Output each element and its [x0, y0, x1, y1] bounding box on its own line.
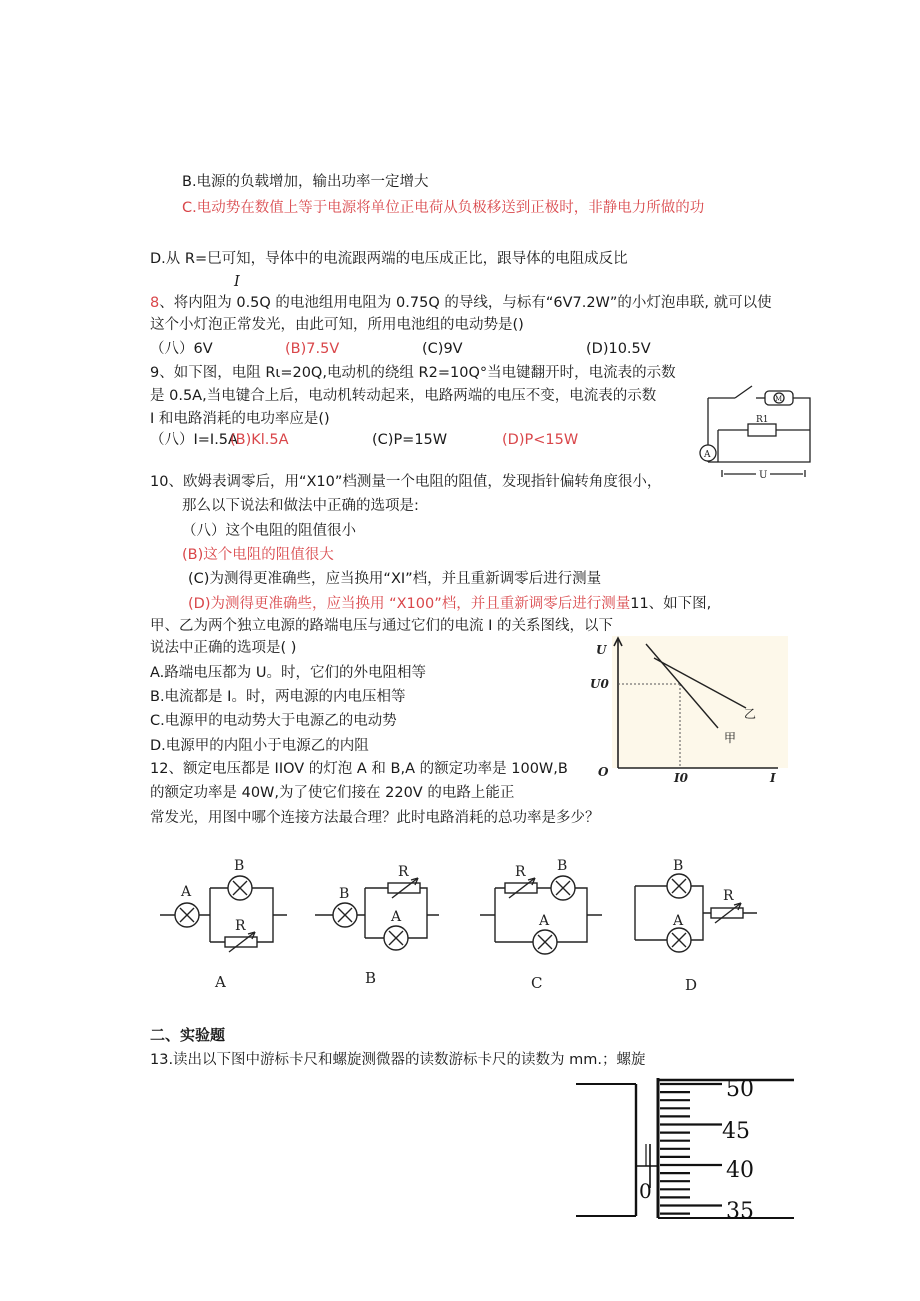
q9-stem-line3: I 和电路消耗的电功率应是()	[150, 411, 330, 427]
q7-option-b: B.电源的负载增加，输出功率一定增大	[182, 174, 429, 190]
q7-option-d: D.从 R=巳可知，导体中的电流跟两端的电压成正比，跟导体的电阻成反比	[150, 251, 628, 267]
circuit-d-lamp-a	[667, 928, 691, 952]
circuit-b-lamp-b	[333, 903, 357, 927]
tick-label-40: 40	[726, 1158, 754, 1183]
q11-head: 11、如下图,	[630, 596, 712, 612]
q8-stem-line2: 这个小灯泡正常发光，由此可知，所用电池组的电动势是()	[150, 317, 524, 333]
q9-option-d: (D)P<15W	[502, 432, 579, 448]
q11-graph-figure	[588, 636, 788, 786]
circuit-b-caption: B	[365, 969, 377, 987]
q8-option-d: (D)10.5V	[586, 341, 651, 357]
q8-stem-line1	[150, 293, 772, 313]
q8-option-a: （八）6V	[150, 341, 213, 357]
circuit-c-lamp-a-label: A	[539, 913, 550, 929]
q12-stem-line1: 12、额定电压都是 IIOV 的灯泡 A 和 B,A 的额定功率是 100W,B	[150, 761, 568, 777]
q7-option-c: C.电动势在数值上等于电源将单位正电荷从负极移送到正极时，非静电力所做的功	[182, 200, 705, 216]
circuit-b-resistor-label: R	[398, 864, 409, 880]
q10-option-c: (C)为测得更准确些，应当换用“XI”档，并且重新调零后进行测量	[188, 571, 602, 587]
tick-label-45: 45	[722, 1119, 750, 1144]
i0-label: I0	[674, 771, 688, 785]
q12-stem-line2: 的额定功率是 40W,为了使它们接在 220V 的电路上能正	[150, 785, 515, 801]
circuit-d-resistor-label: R	[723, 888, 734, 904]
circuit-a-lamp-b	[228, 876, 252, 900]
circuit-d-lamp-b-label: B	[673, 858, 684, 874]
circuit-d-lamp-a-label: A	[673, 913, 684, 929]
q12-stem-line3: 常发光，用图中哪个连接方法最合理？此时电路消耗的总功率是多少？	[150, 810, 600, 826]
q9-option-b: (B)Kl.5A	[230, 432, 289, 448]
q9-stem-line1: 9、如下图，电阻 Rι=20Q,电动机的绕组 R2=10Q°当电键翻开时，电流表的示数	[150, 365, 676, 381]
q11-option-c: C.电源甲的电动势大于电源乙的电动势	[150, 713, 397, 729]
q10-option-b: (B)这个电阻的阻值很大	[182, 547, 334, 563]
micrometer-figure	[576, 1070, 796, 1224]
circuit-c-resistor-label: R	[515, 864, 526, 880]
circuit-b-rheostat	[388, 878, 420, 898]
q10-stem-line2: 那么以下说法和做法中正确的选项是:	[182, 498, 419, 514]
q8-number: 8	[150, 295, 160, 311]
jia-label: 甲	[724, 731, 737, 745]
circuit-a-resistor-label: R	[235, 918, 246, 934]
q9-resistor-label: R1	[756, 415, 769, 425]
circuit-c-rheostat	[505, 878, 537, 898]
q13-stem: 13.读出以下图中游标卡尺和螺旋测微器的读数游标卡尺的读数为 mm.；螺旋	[150, 1052, 646, 1068]
circuit-c-caption: C	[531, 974, 543, 992]
circuit-c-lamp-b-label: B	[557, 858, 568, 874]
yi-label: 乙	[744, 707, 757, 721]
tick-label-50: 50	[726, 1077, 754, 1102]
x-axis-label: I	[770, 771, 776, 785]
circuit-d-lamp-b	[667, 874, 691, 898]
circuit-d-caption: D	[685, 976, 698, 994]
u0-label: U0	[590, 677, 609, 691]
q8-option-c: (C)9V	[422, 341, 463, 357]
q9-voltage-label: U	[759, 470, 768, 481]
q10-option-a: （八）这个电阻的阻值很小	[182, 523, 356, 539]
q10-stem-line1: 10、欧姆表调零后，用“X10”档测量一个电阻的阻值，发现指针偏转角度很小，	[150, 474, 662, 490]
q9-ammeter-label: A	[704, 450, 711, 460]
circuit-a-lamp-b-label: B	[234, 858, 245, 874]
q8-option-b: (B)7.5V	[285, 341, 340, 357]
circuit-c-lamp-b	[551, 876, 575, 900]
q11-stem-line2: 说法中正确的选项是( )	[150, 640, 297, 656]
q7-formula-denominator: I	[234, 274, 240, 290]
circuit-d-rheostat	[711, 903, 743, 923]
q11-stem-line1: 甲、乙为两个独立电源的路端电压与通过它们的电流 I 的关系图线，以下	[150, 618, 613, 634]
q9-circuit-figure	[690, 374, 830, 486]
circuit-a-rheostat	[225, 932, 257, 952]
section-experiment-title: 二、实验题	[150, 1026, 226, 1044]
q10-option-d-line	[188, 594, 711, 614]
q8-stem-text: 、将内阻为 0.5Q 的电池组用电阻为 0.75Q 的导线，与标有“6V7.2W”的小灯泡串联, 就可以使	[159, 295, 772, 311]
q11-option-a: A.路端电压都为 U。时，它们的外电阻相等	[150, 665, 426, 681]
sleeve-zero-label: 0	[639, 1179, 652, 1203]
tick-label-35: 35	[726, 1199, 754, 1224]
circuit-a-caption: A	[215, 973, 226, 991]
graph-background	[612, 636, 788, 768]
q12-circuits-figure	[155, 850, 775, 1000]
q10-option-d: (D)为测得更准确些，应当换用 “X100”档，并且重新调零后进行测量	[188, 596, 631, 612]
q9-option-c: (C)P=15W	[372, 432, 448, 448]
q11-option-b: B.电流都是 I。时，两电源的内电压相等	[150, 689, 406, 705]
q9-option-a: （八）I=I.5A	[150, 432, 238, 448]
circuit-a-lamp-a-label: A	[181, 884, 192, 900]
q9-stem-line2: 是 0.5A,当电键合上后，电动机转动起来，电路两端的电压不变，电流表的示数	[150, 388, 657, 404]
y-axis-label: U	[596, 643, 607, 657]
q9-motor-label: M	[775, 395, 783, 403]
circuit-b-lamp-b-label: B	[339, 886, 350, 902]
circuit-c-lamp-a	[533, 930, 557, 954]
circuit-b-lamp-a-label: A	[391, 909, 402, 925]
q11-option-d: D.电源甲的内阻小于电源乙的内阻	[150, 738, 369, 754]
origin-label: O	[598, 765, 609, 779]
circuit-a-lamp-a	[175, 903, 199, 927]
circuit-b-lamp-a	[384, 926, 408, 950]
